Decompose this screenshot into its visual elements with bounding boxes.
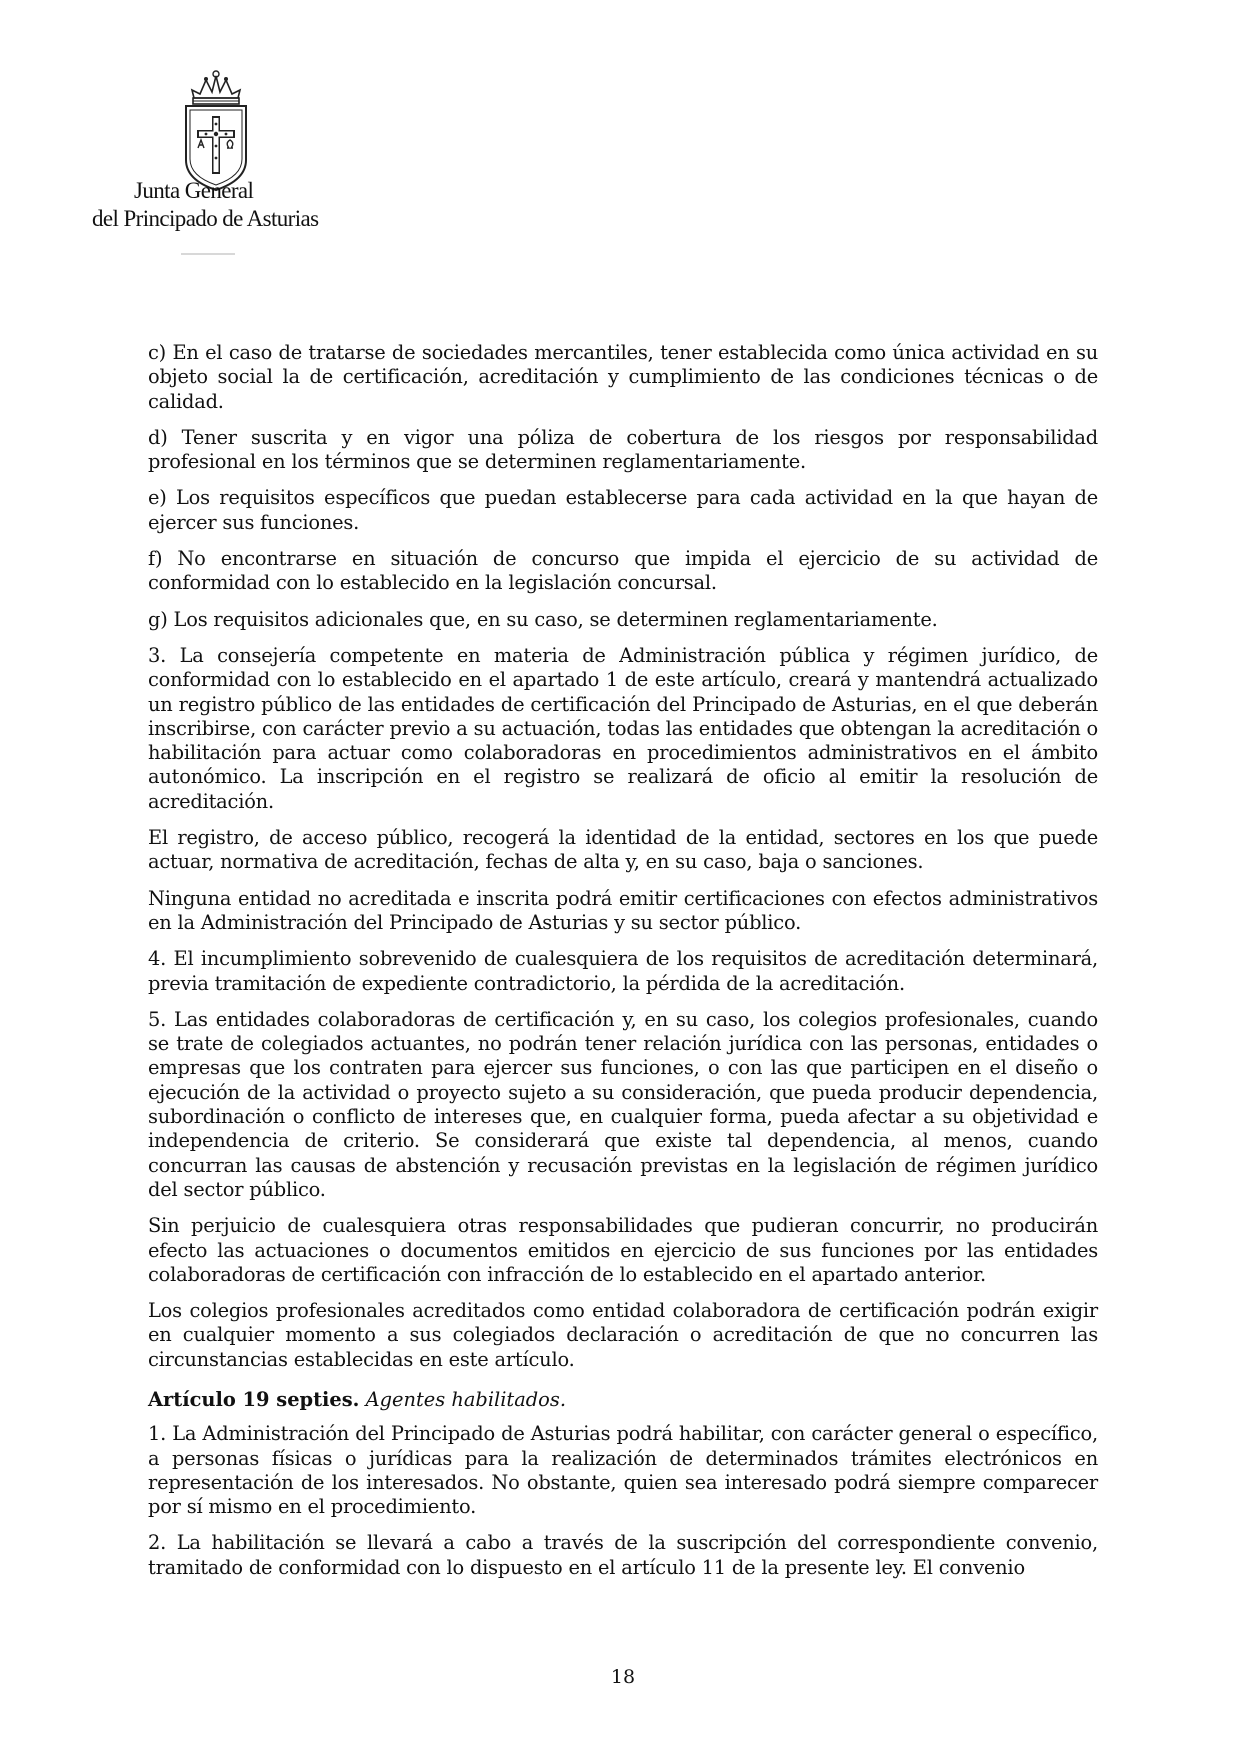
paragraph-colegios: Los colegios profesionales acreditados como entidad colaboradora de certificación podrán exigir en cualquier momento a sus colegiados declaración o acreditación de que no concurren las circunstancias establecidas en este artículo. (148, 1299, 1098, 1371)
paragraph-5: 5. Las entidades colaboradoras de certificación y, en su caso, los colegios profesionales, cuando se trate de colegiados actuantes, no podrán tener relación jurídica con las personas, entidades o empresas que los contraten para ejercer sus funciones, o con las que participen en el diseño o ejecución de la actividad o proyecto sujeto a su consideración, que pueda producir dependencia, subordinación o conflicto de intereses que, en cualquier forma, pueda afectar a su objetividad e independencia de criterio. Se considerará que existe tal dependencia, al menos, cuando concurran las causas de abstención y recusación previstas en la legislación de régimen jurídico del sector público. (148, 1007, 1098, 1201)
paragraph-f: f) No encontrarse en situación de concurso que impida el ejercicio de su actividad de conformidad con lo establecido en la legislación concursal. (148, 547, 1098, 595)
org-name-line1: Junta General (134, 178, 254, 203)
paragraph-d: d) Tener suscrita y en vigor una póliza de cobertura de los riesgos por responsabilidad profesional en los términos que se determinen reglamentariamente. (148, 425, 1098, 474)
page-number: 18 (610, 1666, 636, 1688)
org-name-line2: del Principado de Asturias (92, 206, 319, 231)
paragraph-sin-perjuicio: Sin perjuicio de cualesquiera otras responsabilidades que pudieran concurrir, no producirán efecto las actuaciones o documentos emitidos en ejercicio de sus funciones por las entidades colaboradoras de certificación con infracción de lo establecido en el apartado anterior. (148, 1214, 1098, 1286)
paragraph-ninguna: Ninguna entidad no acreditada e inscrita podrá emitir certificaciones con efectos administrativos en la Administración del Principado de Asturias y su sector público. (148, 886, 1098, 934)
paragraph-3: 3. La consejería competente en materia de Administración pública y régimen jurídico, de conformidad con lo establecido en el apartado 1 de este artículo, creará y mantendrá actualizado un registro público de las entidades de certificación del Principado de Asturias, en el que deberán inscribirse, con carácter previo a su actuación, todas las entidades que obtengan la acreditación o habilitación para actuar como colaboradoras en procedimientos administrativos en el ámbito autonómico. La inscripción en el registro se realizará de oficio al emitir la resolución de acreditación. (148, 643, 1098, 813)
letterhead (80, 58, 340, 268)
article-title: Agentes habilitados. (365, 1387, 566, 1411)
article-paragraph-1: 1. La Administración del Principado de Asturias podrá habilitar, con carácter general o específico, a personas físicas o jurídicas para la realización de determinados trámites electrónicos en representación de los interesados. No obstante, quien sea interesado podrá siempre comparecer por sí mismo en el procedimiento. (148, 1422, 1098, 1519)
article-heading (148, 1388, 1098, 1412)
header-divider (181, 253, 235, 255)
document-body (148, 341, 1098, 1592)
paragraph-c: c) En el caso de tratarse de sociedades mercantiles, tener establecida como única actividad en su objeto social la de certificación, acreditación y cumplimiento de las condiciones técnicas o de calidad. (148, 341, 1098, 413)
paragraph-registro: El registro, de acceso público, recogerá la identidad de la entidad, sectores en los que puede actuar, normativa de acreditación, fechas de alta y, en su caso, baja o sanciones. (148, 826, 1098, 874)
paragraph-g: g) Los requisitos adicionales que, en su caso, se determinen reglamentariamente. (148, 607, 938, 631)
coat-of-arms-icon (180, 68, 252, 193)
article-number: Artículo 19 septies. (148, 1387, 360, 1411)
article-paragraph-2: 2. La habilitación se llevará a cabo a través de la suscripción del correspondiente convenio, tramitado de conformidad con lo dispuesto en el artículo 11 de la presente ley. El convenio (148, 1531, 1098, 1579)
paragraph-4: 4. El incumplimiento sobrevenido de cualesquiera de los requisitos de acreditación determinará, previa tramitación de expediente contradictorio, la pérdida de la acreditación. (148, 947, 1098, 995)
paragraph-e: e) Los requisitos específicos que puedan establecerse para cada actividad en la que hayan de ejercer sus funciones. (148, 486, 1098, 534)
